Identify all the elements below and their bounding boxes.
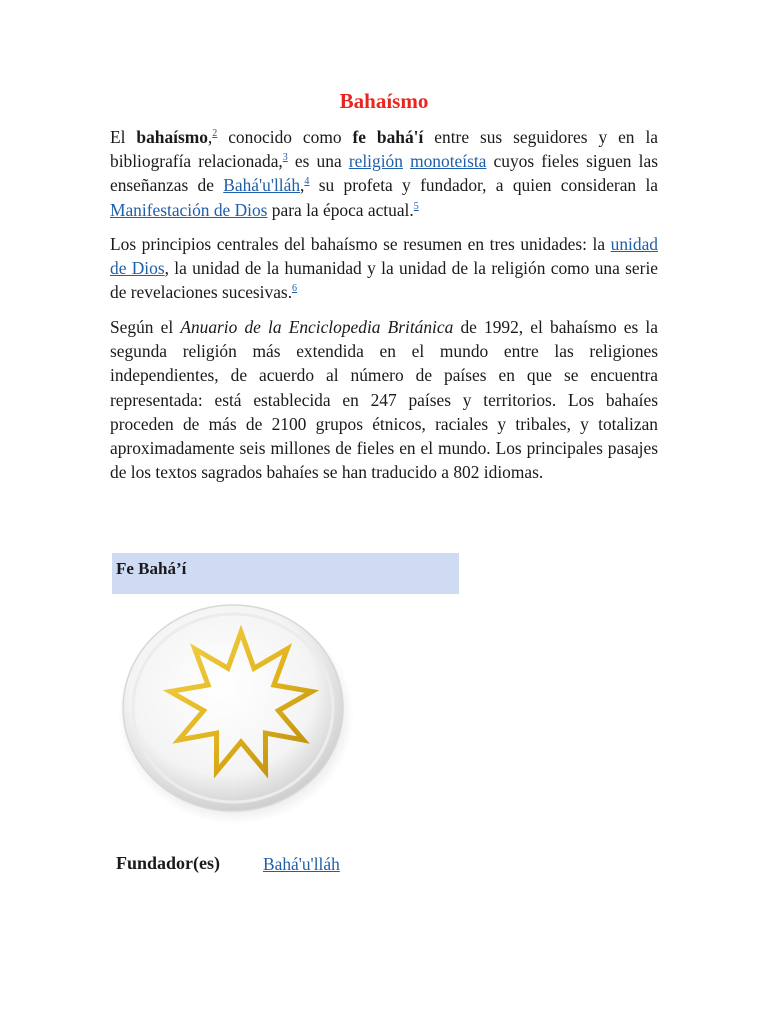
text: ,: [207, 127, 213, 147]
text: , la unidad de la humanidad y la unidad de la religión como una serie de revelaciones sucesivas.: [110, 258, 658, 303]
link-manifestacion-de-dios[interactable]: Manifestación de Dios: [110, 199, 268, 220]
founder-value: [263, 854, 340, 875]
infobox-header: Fe Bahá’í: [112, 553, 459, 594]
reference-link-5[interactable]: 5: [413, 200, 419, 212]
intro-paragraph: [110, 125, 658, 222]
text: cuyos fieles siguen las enseñanzas de: [110, 151, 658, 196]
link-bahaullah[interactable]: Bahá'u'lláh: [223, 175, 301, 196]
principles-paragraph: [110, 232, 658, 305]
reference-link-2[interactable]: 2: [212, 128, 218, 139]
bold-term-fe-bahai: fe bahá'í: [352, 127, 424, 147]
text: Según el: [110, 317, 181, 337]
italic-source-title: Anuario de la Enciclopedia Británica: [180, 317, 454, 337]
bold-term-bahaismo: bahaísmo: [136, 127, 208, 147]
link-monoteista[interactable]: monoteísta: [410, 151, 487, 172]
founder-label: Fundador(es): [116, 853, 221, 873]
text: es una: [287, 151, 349, 172]
text: entre sus seguidores y en la bibliografía relacionada,: [110, 127, 658, 172]
text: ,: [300, 175, 305, 196]
link-founder-bahaullah[interactable]: Bahá'u'lláh: [263, 854, 340, 874]
page-title: Bahaísmo: [339, 89, 429, 113]
nine-pointed-star-icon: [116, 596, 362, 826]
reference-link-6[interactable]: 6: [292, 283, 298, 295]
text: conocido como: [217, 127, 353, 147]
text: su profeta y fundador, a quien consideran la: [309, 175, 658, 196]
text: Los principios centrales del bahaísmo se resumen en tres unidades: la: [110, 234, 611, 254]
text: de 1992, el bahaísmo es la segunda religión más extendida en el mundo entre las religiones independientes, de acuerdo al número de países en que se encuentra representada: está establecida en 247 países y territorios. Los bahaíes proceden de más de 2100 grupos étnicos, raciales y tribales, y totalizan aproximadamente seis millones de fieles en el mundo. Los principales pasajes de los textos sagrados bahaíes se han traducido a 802 idiomas.: [110, 317, 658, 483]
bahai-star-emblem: [116, 596, 362, 826]
text: para la época actual.: [267, 199, 414, 220]
text: [403, 151, 410, 171]
statistics-paragraph: [110, 315, 658, 484]
link-religion[interactable]: religión: [348, 151, 403, 172]
text: El: [110, 127, 137, 147]
reference-link-4[interactable]: 4: [304, 176, 310, 188]
link-unidad-de-dios[interactable]: unidad de Dios: [110, 234, 658, 279]
reference-link-3[interactable]: 3: [282, 152, 288, 164]
